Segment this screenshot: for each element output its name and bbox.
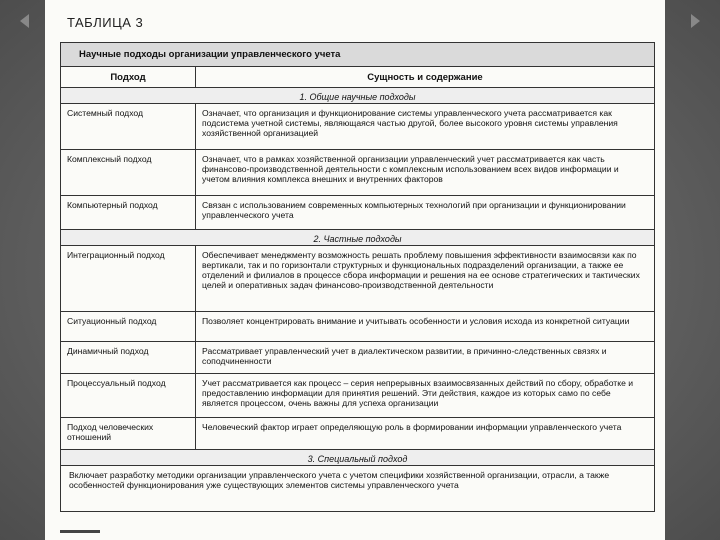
approach-cell: Интеграционный подход bbox=[61, 246, 196, 311]
approach-cell: Динамичный подход bbox=[61, 342, 196, 373]
essence-cell: Включает разработку методики организации управленческого учета с учетом специфики хозяйственной организации, отрасли, а также особенностей функционирования уже существующих элементов системы управленческого учета bbox=[69, 470, 610, 490]
scan-edge-mark bbox=[60, 530, 100, 533]
essence-cell: Учет рассматривается как процесс – серия непрерывных взаимосвязанных действий по сбору, обработке и предоставлению информации для принятия решений. Эти действия, каждое из которых само по себе является процессом, очень важны для успеха организации bbox=[202, 378, 634, 408]
table-row bbox=[61, 312, 654, 342]
table-number: ТАБЛИЦА 3 bbox=[67, 15, 144, 30]
section-general: 1. Общие научные подходы bbox=[61, 88, 654, 104]
table-row bbox=[61, 196, 654, 230]
table-row bbox=[61, 466, 654, 494]
essence-cell: Означает, что организация и функционирование системы управленческого учета рассматривается как подсистема учетной системы, являющаяся частью другой, более высокого уровня системы управления хозяйственной организацией bbox=[202, 108, 618, 138]
approach-cell: Компьютерный подход bbox=[61, 196, 196, 229]
approach-cell: Подход человеческих отношений bbox=[61, 418, 196, 449]
table-row bbox=[61, 150, 654, 196]
essence-cell: Человеческий фактор играет определяющую роль в формировании информации управленческого учета bbox=[202, 422, 622, 432]
section-particular: 2. Частные подходы bbox=[61, 230, 654, 246]
approach-cell: Ситуационный подход bbox=[61, 312, 196, 341]
approach-cell: Системный подход bbox=[61, 104, 196, 149]
section-special: 3. Специальный подход bbox=[61, 450, 654, 466]
header-essence: Сущность и содержание bbox=[367, 72, 483, 83]
table-header bbox=[61, 67, 654, 88]
essence-cell: Рассматривает управленческий учет в диалектическом развитии, в причинно-следственных связях и соподчиненности bbox=[202, 346, 607, 366]
essence-cell: Обеспечивает менеджменту возможность решать проблему повышения эффективности взаимосвязи как по вертикали, так и по горизонтали структурных и функциональных подразделений организации, а также ее отделений и филиалов в процессе сбора информации и решения на ее основе стратегических и тактических целей и оперативных задач финансово-производственной деятельности bbox=[202, 250, 640, 290]
table-row bbox=[61, 374, 654, 418]
header-approach: Подход bbox=[61, 67, 196, 87]
table-row bbox=[61, 418, 654, 450]
approach-cell: Процессуальный подход bbox=[61, 374, 196, 417]
approach-cell: Комплексный подход bbox=[61, 150, 196, 195]
previous-slide-icon[interactable] bbox=[20, 14, 29, 28]
table-row bbox=[61, 104, 654, 150]
table-row bbox=[61, 342, 654, 374]
approaches-table bbox=[60, 42, 655, 512]
essence-cell: Означает, что в рамках хозяйственной организации управленческий учет рассматривается как часть финансово-производственной деятельности с комплексным использованием всех видов информации и учетом влияния комплекса внешних и внутренних факторов bbox=[202, 154, 619, 184]
next-slide-icon[interactable] bbox=[691, 14, 700, 28]
scanned-page bbox=[45, 0, 665, 540]
essence-cell: Связан с использованием современных компьютерных технологий при организации и функционировании управленческого учета bbox=[202, 200, 626, 220]
table-row bbox=[61, 246, 654, 312]
essence-cell: Позволяет концентрировать внимание и учитывать особенности и условия исхода из конкретной ситуации bbox=[202, 316, 630, 326]
table-caption: Научные подходы организации управленческого учета bbox=[61, 43, 654, 67]
